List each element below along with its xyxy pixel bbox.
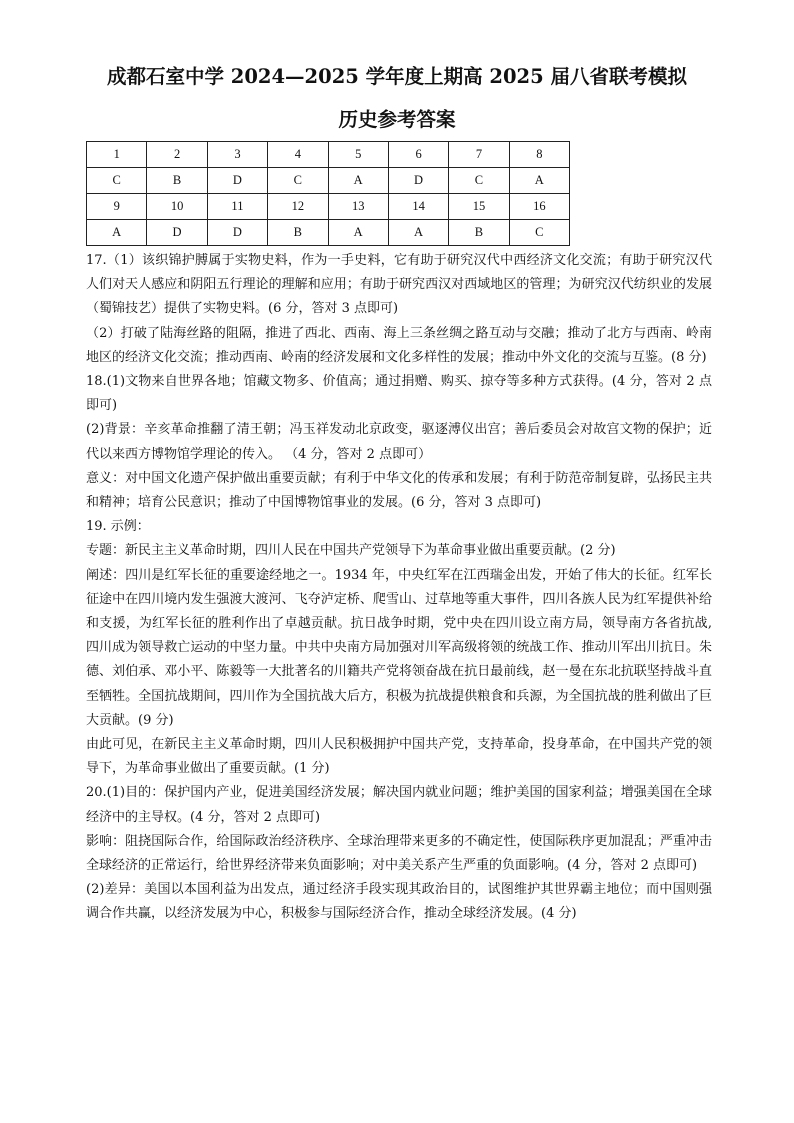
question-number-cell: 16 — [509, 194, 569, 220]
answer-row — [87, 220, 570, 246]
question-number-row — [87, 142, 570, 168]
q19-topic: 专题：新民主主义革命时期，四川人民在中国共产党领导下为革命事业做出重要贡献。(2 分) — [86, 543, 616, 559]
answer-cell: D — [207, 168, 267, 194]
question-number-cell: 5 — [328, 142, 388, 168]
answer-cell: C — [87, 168, 147, 194]
document-subtitle: 历史参考答案 — [338, 108, 456, 131]
question-number-cell: 10 — [147, 194, 207, 220]
question-number-row — [87, 194, 570, 220]
q17-part2-answer: （2）打破了陆海丝路的阻隔，推进了西北、西南、海上三条丝绸之路互动与交融；推动了北方与西南、岭南地区的经济文化交流；推动西南、岭南的经济发展和文化多样性的发展；推动中外文化的交流与互鉴。(8 分) — [86, 325, 712, 365]
question-number-cell: 13 — [328, 194, 388, 220]
answer-cell: C — [268, 168, 328, 194]
q20-part1-impact: 影响：阻挠国际合作，给国际政治经济秩序、全球治理带来更多的不确定性，使国际秩序更加混乱；严重冲击全球经济的正常运行，给世界经济带来负面影响；对中美关系产生严重的负面影响。(4 分，答对 2 点即可) — [86, 833, 712, 874]
question-number-cell: 11 — [207, 194, 267, 220]
question-number-cell: 1 — [87, 142, 147, 168]
answer-cell: A — [87, 220, 147, 246]
answer-cell: A — [388, 220, 448, 246]
answer-cell: B — [449, 220, 509, 246]
question-number-cell: 6 — [388, 142, 448, 168]
answer-cell: D — [388, 168, 448, 194]
answer-cell: B — [147, 168, 207, 194]
question-number-cell: 4 — [268, 142, 328, 168]
question-number-cell: 8 — [509, 142, 569, 168]
question-number-cell: 7 — [449, 142, 509, 168]
answer-explanations — [86, 249, 712, 927]
q18-part1-answer: 18.(1)文物来自世界各地；馆藏文物多、价值高；通过捐赠、购买、掠夺等多种方式获得。(4 分，答对 2 点即可) — [86, 374, 712, 414]
answer-cell: C — [449, 168, 509, 194]
answer-cell: B — [268, 220, 328, 246]
answer-cell: A — [328, 220, 388, 246]
question-number-cell: 2 — [147, 142, 207, 168]
q17-part1-answer: 17.（1）该织锦护膊属于实物史料，作为一手史料，它有助于研究汉代中西经济文化交流；有助于研究汉代人们对天人感应和阴阳五行理论的理解和应用；有助于研究西汉对西域地区的管理；为研究汉代纺织业的发展（蜀锦技艺）提供了实物史料。(6 分，答对 3 点即可) — [86, 253, 712, 317]
answer-key-table — [86, 141, 570, 246]
document-title: 成都石室中学 2024—2025 学年度上期高 2025 届八省联考模拟 — [107, 65, 687, 88]
q19-conclusion: 由此可见，在新民主主义革命时期，四川人民积极拥护中国共产党，支持革命，投身革命，在中国共产党的领导下，为革命事业做出了重要贡献。(1 分) — [86, 737, 712, 777]
answer-cell: D — [147, 220, 207, 246]
q19-heading: 19. 示例： — [86, 519, 150, 535]
question-number-cell: 15 — [449, 194, 509, 220]
question-number-cell: 9 — [87, 194, 147, 220]
answer-cell: D — [207, 220, 267, 246]
question-number-cell: 12 — [268, 194, 328, 220]
q18-part2-background: (2)背景：辛亥革命推翻了清王朝；冯玉祥发动北京政变，驱逐溥仪出宫；善后委员会对故宫文物的保护；近代以来西方博物馆学理论的传入。 （4 分，答对 2 点即可） — [86, 422, 712, 462]
question-number-cell: 3 — [207, 142, 267, 168]
answer-cell: A — [328, 168, 388, 194]
q20-part2-difference: (2)差异：美国以本国利益为出发点，通过经济手段实现其政治目的，试图维护其世界霸主地位；而中国则强调合作共赢，以经济发展为中心，积极参与国际经济合作，推动全球经济发展。(4 分) — [86, 882, 712, 922]
q19-elaboration: 阐述：四川是红军长征的重要途经地之一。1934 年，中央红军在江西瑞金出发，开始了伟大的长征。红军长征途中在四川境内发生强渡大渡河、飞夺泸定桥、爬雪山、过草地等重大事件，四川各族人民为红军提供补给和支援，为红军长征的胜利作出了卓越贡献。抗日战争时期，党中央在四川设立南方局，领导南方各省抗战,四川成为领导救亡运动的中坚力量。中共中央南方局加强对川军高级将领的统战工作、推动川军出川抗日。朱德、刘伯承、邓小平、陈毅等一大批著名的川籍共产党将领奋战在抗日最前线，赵一曼在东北抗联坚持战斗直至牺牲。全国抗战期间，四川作为全国抗战大后方，积极为抗战提供粮食和兵源，为全国抗战的胜利做出了巨大贡献。(9 分) — [86, 567, 712, 728]
q20-part1-purpose: 20.(1)目的：保护国内产业，促进美国经济发展；解决国内就业问题；维护美国的国家利益；增强美国在全球经济中的主导权。(4 分，答对 2 点即可) — [86, 785, 712, 825]
question-number-cell: 14 — [388, 194, 448, 220]
answer-row — [87, 168, 570, 194]
answer-cell: A — [509, 168, 569, 194]
answer-cell: C — [509, 220, 569, 246]
q18-part2-significance: 意义：对中国文化遗产保护做出重要贡献；有利于中华文化的传承和发展；有利于防范帝制复辟，弘扬民主共和精神；培育公民意识；推动了中国博物馆事业的发展。(6 分，答对 3 点即可) — [86, 470, 712, 511]
